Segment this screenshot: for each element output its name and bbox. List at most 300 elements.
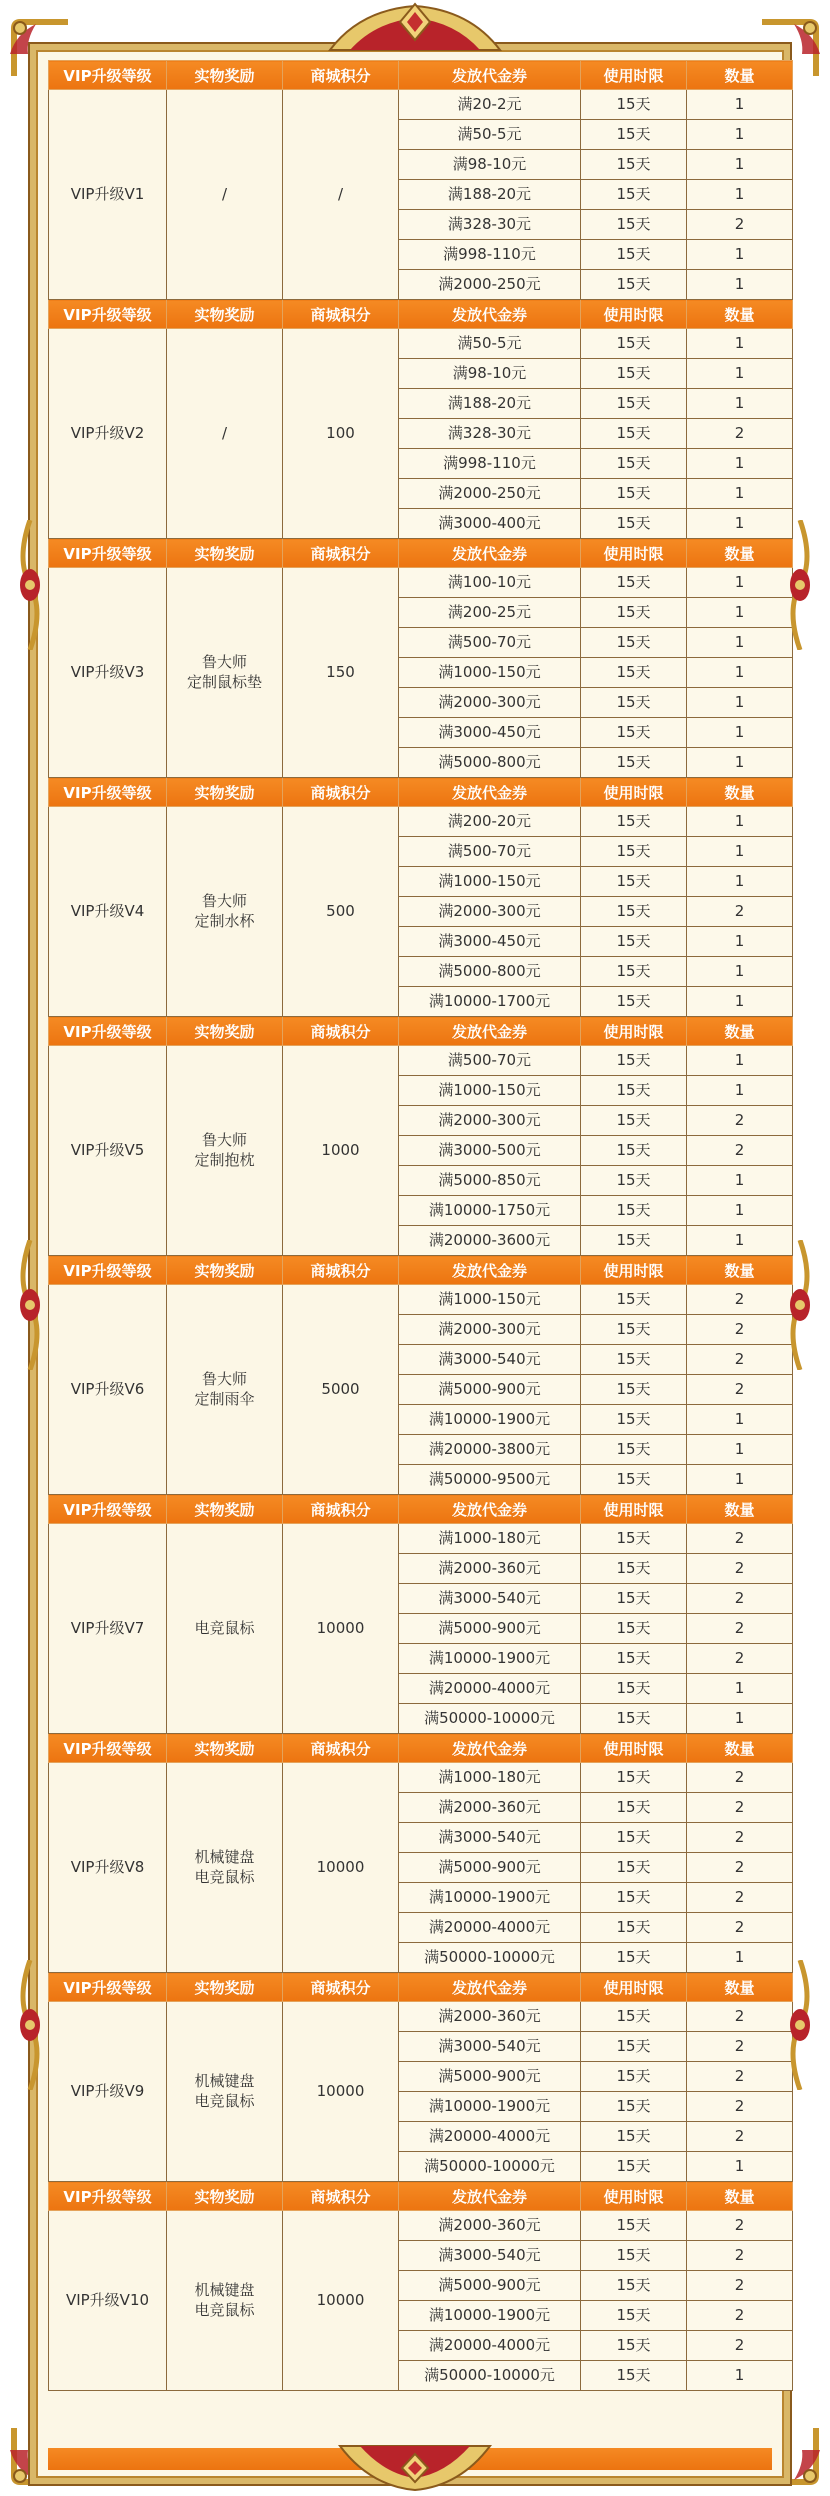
validity-cell: 15天 — [581, 1584, 687, 1614]
validity-cell: 15天 — [581, 180, 687, 210]
column-header: 数量 — [687, 1495, 793, 1524]
validity-cell: 15天 — [581, 1853, 687, 1883]
quantity-cell: 1 — [687, 1226, 793, 1256]
coupon-cell: 满2000-300元 — [399, 688, 581, 718]
coupon-cell: 满2000-360元 — [399, 2211, 581, 2241]
coupon-cell: 满328-30元 — [399, 419, 581, 449]
column-header: 实物奖励 — [167, 539, 283, 568]
table-row — [49, 329, 793, 359]
coupon-cell: 满50000-10000元 — [399, 1704, 581, 1734]
reward-cell: / — [167, 90, 283, 300]
quantity-cell: 2 — [687, 1554, 793, 1584]
mall-points-cell: / — [283, 90, 399, 300]
validity-cell: 15天 — [581, 240, 687, 270]
column-header: 实物奖励 — [167, 61, 283, 90]
coupon-cell: 满998-110元 — [399, 240, 581, 270]
quantity-cell: 1 — [687, 359, 793, 389]
mall-points-cell: 10000 — [283, 2002, 399, 2182]
column-header: 数量 — [687, 2182, 793, 2211]
vip-level-cell: VIP升级V4 — [49, 807, 167, 1017]
quantity-cell: 1 — [687, 957, 793, 987]
coupon-cell: 满50-5元 — [399, 120, 581, 150]
coupon-cell: 满50-5元 — [399, 329, 581, 359]
column-header: VIP升级等级 — [49, 1973, 167, 2002]
quantity-cell: 1 — [687, 120, 793, 150]
table-row — [49, 1046, 793, 1076]
mall-points-cell: 10000 — [283, 1524, 399, 1734]
header-row — [49, 539, 793, 568]
validity-cell: 15天 — [581, 2032, 687, 2062]
quantity-cell: 2 — [687, 1584, 793, 1614]
coupon-cell: 满50000-9500元 — [399, 1465, 581, 1495]
validity-cell: 15天 — [581, 1674, 687, 1704]
mall-points-cell: 1000 — [283, 1046, 399, 1256]
coupon-cell: 满3000-540元 — [399, 1345, 581, 1375]
column-header: 发放代金券 — [399, 539, 581, 568]
coupon-cell: 满500-70元 — [399, 837, 581, 867]
validity-cell: 15天 — [581, 568, 687, 598]
column-header: 数量 — [687, 1256, 793, 1285]
column-header: 使用时限 — [581, 1734, 687, 1763]
column-header: 商城积分 — [283, 1017, 399, 1046]
coupon-cell: 满188-20元 — [399, 180, 581, 210]
coupon-cell: 满500-70元 — [399, 628, 581, 658]
coupon-cell: 满500-70元 — [399, 1046, 581, 1076]
validity-cell: 15天 — [581, 688, 687, 718]
column-header: 使用时限 — [581, 2182, 687, 2211]
quantity-cell: 1 — [687, 150, 793, 180]
coupon-cell: 满2000-360元 — [399, 2002, 581, 2032]
column-header: 数量 — [687, 61, 793, 90]
vip-level-cell: VIP升级V2 — [49, 329, 167, 539]
quantity-cell: 1 — [687, 658, 793, 688]
coupon-cell: 满10000-1700元 — [399, 987, 581, 1017]
column-header: 实物奖励 — [167, 2182, 283, 2211]
quantity-cell: 2 — [687, 210, 793, 240]
column-header: VIP升级等级 — [49, 778, 167, 807]
quantity-cell: 2 — [687, 1763, 793, 1793]
table-row — [49, 90, 793, 120]
quantity-cell: 2 — [687, 1345, 793, 1375]
validity-cell: 15天 — [581, 837, 687, 867]
coupon-cell: 满20000-4000元 — [399, 2122, 581, 2152]
quantity-cell: 1 — [687, 748, 793, 778]
coupon-cell: 满2000-360元 — [399, 1554, 581, 1584]
column-header: VIP升级等级 — [49, 2182, 167, 2211]
column-header: 实物奖励 — [167, 1734, 283, 1763]
quantity-cell: 1 — [687, 1465, 793, 1495]
quantity-cell: 1 — [687, 987, 793, 1017]
quantity-cell: 2 — [687, 1106, 793, 1136]
validity-cell: 15天 — [581, 1076, 687, 1106]
quantity-cell: 2 — [687, 2301, 793, 2331]
column-header: 发放代金券 — [399, 61, 581, 90]
column-header: VIP升级等级 — [49, 61, 167, 90]
coupon-cell: 满3000-540元 — [399, 1823, 581, 1853]
quantity-cell: 2 — [687, 897, 793, 927]
quantity-cell: 1 — [687, 688, 793, 718]
column-header: 发放代金券 — [399, 1017, 581, 1046]
validity-cell: 15天 — [581, 359, 687, 389]
coupon-cell: 满10000-1900元 — [399, 2092, 581, 2122]
header-row — [49, 1973, 793, 2002]
validity-cell: 15天 — [581, 90, 687, 120]
coupon-cell: 满1000-180元 — [399, 1763, 581, 1793]
quantity-cell: 1 — [687, 180, 793, 210]
quantity-cell: 1 — [687, 329, 793, 359]
column-header: 使用时限 — [581, 1017, 687, 1046]
validity-cell: 15天 — [581, 419, 687, 449]
quantity-cell: 2 — [687, 2241, 793, 2271]
quantity-cell: 2 — [687, 1883, 793, 1913]
quantity-cell: 1 — [687, 867, 793, 897]
coupon-cell: 满50000-10000元 — [399, 1943, 581, 1973]
column-header: VIP升级等级 — [49, 1734, 167, 1763]
coupon-cell: 满2000-300元 — [399, 1106, 581, 1136]
validity-cell: 15天 — [581, 2271, 687, 2301]
coupon-cell: 满1000-150元 — [399, 867, 581, 897]
mall-points-cell: 10000 — [283, 2211, 399, 2391]
validity-cell: 15天 — [581, 2092, 687, 2122]
coupon-cell: 满100-10元 — [399, 568, 581, 598]
coupon-cell: 满10000-1900元 — [399, 1644, 581, 1674]
validity-cell: 15天 — [581, 1345, 687, 1375]
column-header: VIP升级等级 — [49, 1495, 167, 1524]
coupon-cell: 满1000-150元 — [399, 658, 581, 688]
quantity-cell: 2 — [687, 1285, 793, 1315]
table-row — [49, 2002, 793, 2032]
validity-cell: 15天 — [581, 927, 687, 957]
quantity-cell: 1 — [687, 1674, 793, 1704]
reward-cell: 机械键盘 电竞鼠标 — [167, 2211, 283, 2391]
vip-level-cell: VIP升级V7 — [49, 1524, 167, 1734]
quantity-cell: 1 — [687, 389, 793, 419]
coupon-cell: 满5000-900元 — [399, 2062, 581, 2092]
quantity-cell: 1 — [687, 449, 793, 479]
quantity-cell: 2 — [687, 1853, 793, 1883]
quantity-cell: 2 — [687, 2002, 793, 2032]
coupon-cell: 满2000-360元 — [399, 1793, 581, 1823]
quantity-cell: 1 — [687, 2152, 793, 2182]
column-header: VIP升级等级 — [49, 300, 167, 329]
coupon-cell: 满5000-900元 — [399, 1614, 581, 1644]
coupon-cell: 满3000-400元 — [399, 509, 581, 539]
column-header: 实物奖励 — [167, 1495, 283, 1524]
mall-points-cell: 10000 — [283, 1763, 399, 1973]
quantity-cell: 1 — [687, 90, 793, 120]
quantity-cell: 2 — [687, 1823, 793, 1853]
vip-level-cell: VIP升级V10 — [49, 2211, 167, 2391]
validity-cell: 15天 — [581, 1943, 687, 1973]
quantity-cell: 2 — [687, 1913, 793, 1943]
validity-cell: 15天 — [581, 1226, 687, 1256]
quantity-cell: 1 — [687, 628, 793, 658]
coupon-cell: 满20-2元 — [399, 90, 581, 120]
coupon-cell: 满3000-500元 — [399, 1136, 581, 1166]
validity-cell: 15天 — [581, 2301, 687, 2331]
quantity-cell: 2 — [687, 1614, 793, 1644]
validity-cell: 15天 — [581, 270, 687, 300]
coupon-cell: 满1000-150元 — [399, 1285, 581, 1315]
validity-cell: 15天 — [581, 1554, 687, 1584]
validity-cell: 15天 — [581, 1644, 687, 1674]
coupon-cell: 满50000-10000元 — [399, 2361, 581, 2391]
coupon-cell: 满3000-540元 — [399, 1584, 581, 1614]
validity-cell: 15天 — [581, 2361, 687, 2391]
coupon-cell: 满3000-450元 — [399, 718, 581, 748]
column-header: 数量 — [687, 300, 793, 329]
column-header: VIP升级等级 — [49, 1256, 167, 1285]
coupon-cell: 满3000-450元 — [399, 927, 581, 957]
quantity-cell: 2 — [687, 2211, 793, 2241]
quantity-cell: 1 — [687, 718, 793, 748]
reward-cell: / — [167, 329, 283, 539]
table-row — [49, 1285, 793, 1315]
validity-cell: 15天 — [581, 1046, 687, 1076]
coupon-cell: 满200-25元 — [399, 598, 581, 628]
quantity-cell: 2 — [687, 2062, 793, 2092]
quantity-cell: 1 — [687, 479, 793, 509]
quantity-cell: 2 — [687, 1315, 793, 1345]
column-header: 数量 — [687, 1734, 793, 1763]
vip-level-cell: VIP升级V5 — [49, 1046, 167, 1256]
vip-upgrade-table — [48, 60, 793, 2391]
table-row — [49, 807, 793, 837]
column-header: 实物奖励 — [167, 1256, 283, 1285]
validity-cell: 15天 — [581, 479, 687, 509]
crest-ornament-icon — [330, 2440, 500, 2496]
coupon-cell: 满10000-1900元 — [399, 1405, 581, 1435]
coupon-cell: 满2000-250元 — [399, 270, 581, 300]
validity-cell: 15天 — [581, 1136, 687, 1166]
column-header: 实物奖励 — [167, 300, 283, 329]
column-header: 发放代金券 — [399, 1256, 581, 1285]
quantity-cell: 1 — [687, 240, 793, 270]
validity-cell: 15天 — [581, 2122, 687, 2152]
table-row — [49, 2211, 793, 2241]
column-header: 数量 — [687, 1973, 793, 2002]
quantity-cell: 1 — [687, 1435, 793, 1465]
header-row — [49, 1495, 793, 1524]
coupon-cell: 满10000-1900元 — [399, 2301, 581, 2331]
header-row — [49, 778, 793, 807]
coupon-cell: 满5000-850元 — [399, 1166, 581, 1196]
validity-cell: 15天 — [581, 329, 687, 359]
column-header: 发放代金券 — [399, 1734, 581, 1763]
validity-cell: 15天 — [581, 1315, 687, 1345]
side-ornament-icon — [14, 1960, 46, 2090]
coupon-cell: 满98-10元 — [399, 359, 581, 389]
vip-level-cell: VIP升级V1 — [49, 90, 167, 300]
side-ornament-icon — [14, 1240, 46, 1370]
coupon-cell: 满3000-540元 — [399, 2032, 581, 2062]
column-header: 发放代金券 — [399, 2182, 581, 2211]
coupon-cell: 满2000-300元 — [399, 1315, 581, 1345]
quantity-cell: 2 — [687, 1136, 793, 1166]
reward-cell: 机械键盘 电竞鼠标 — [167, 1763, 283, 1973]
table-row — [49, 1524, 793, 1554]
validity-cell: 15天 — [581, 1196, 687, 1226]
column-header: 商城积分 — [283, 539, 399, 568]
coupon-cell: 满20000-3800元 — [399, 1435, 581, 1465]
header-row — [49, 300, 793, 329]
column-header: 数量 — [687, 539, 793, 568]
column-header: 使用时限 — [581, 1256, 687, 1285]
coupon-cell: 满5000-900元 — [399, 1375, 581, 1405]
side-ornament-icon — [784, 1960, 816, 2090]
table-frame — [30, 44, 790, 2484]
quantity-cell: 1 — [687, 1196, 793, 1226]
quantity-cell: 2 — [687, 419, 793, 449]
validity-cell: 15天 — [581, 1913, 687, 1943]
validity-cell: 15天 — [581, 1375, 687, 1405]
quantity-cell: 2 — [687, 2271, 793, 2301]
validity-cell: 15天 — [581, 2211, 687, 2241]
validity-cell: 15天 — [581, 1614, 687, 1644]
validity-cell: 15天 — [581, 120, 687, 150]
quantity-cell: 2 — [687, 2331, 793, 2361]
coupon-cell: 满10000-1750元 — [399, 1196, 581, 1226]
coupon-cell: 满2000-300元 — [399, 897, 581, 927]
column-header: 发放代金券 — [399, 1495, 581, 1524]
column-header: 使用时限 — [581, 61, 687, 90]
validity-cell: 15天 — [581, 658, 687, 688]
column-header: 实物奖励 — [167, 1017, 283, 1046]
validity-cell: 15天 — [581, 2062, 687, 2092]
vip-level-cell: VIP升级V8 — [49, 1763, 167, 1973]
vip-level-cell: VIP升级V6 — [49, 1285, 167, 1495]
column-header: 使用时限 — [581, 1495, 687, 1524]
coupon-cell: 满1000-150元 — [399, 1076, 581, 1106]
quantity-cell: 1 — [687, 1046, 793, 1076]
table-row — [49, 1763, 793, 1793]
validity-cell: 15天 — [581, 628, 687, 658]
coupon-cell: 满50000-10000元 — [399, 2152, 581, 2182]
quantity-cell: 1 — [687, 509, 793, 539]
validity-cell: 15天 — [581, 389, 687, 419]
validity-cell: 15天 — [581, 210, 687, 240]
validity-cell: 15天 — [581, 2331, 687, 2361]
quantity-cell: 1 — [687, 927, 793, 957]
reward-cell: 机械键盘 电竞鼠标 — [167, 2002, 283, 2182]
validity-cell: 15天 — [581, 897, 687, 927]
coupon-cell: 满98-10元 — [399, 150, 581, 180]
quantity-cell: 1 — [687, 837, 793, 867]
table-row — [49, 568, 793, 598]
quantity-cell: 1 — [687, 568, 793, 598]
quantity-cell: 1 — [687, 598, 793, 628]
coupon-cell: 满328-30元 — [399, 210, 581, 240]
column-header: 使用时限 — [581, 539, 687, 568]
column-header: 发放代金券 — [399, 1973, 581, 2002]
column-header: 商城积分 — [283, 1734, 399, 1763]
quantity-cell: 2 — [687, 1793, 793, 1823]
mall-points-cell: 500 — [283, 807, 399, 1017]
coupon-cell: 满5000-800元 — [399, 957, 581, 987]
validity-cell: 15天 — [581, 1166, 687, 1196]
column-header: 实物奖励 — [167, 778, 283, 807]
quantity-cell: 2 — [687, 2122, 793, 2152]
column-header: 商城积分 — [283, 61, 399, 90]
validity-cell: 15天 — [581, 2152, 687, 2182]
coupon-cell: 满200-20元 — [399, 807, 581, 837]
reward-cell: 鲁大师 定制雨伞 — [167, 1285, 283, 1495]
reward-cell: 鲁大师 定制水杯 — [167, 807, 283, 1017]
quantity-cell: 2 — [687, 2032, 793, 2062]
column-header: VIP升级等级 — [49, 1017, 167, 1046]
header-row — [49, 1017, 793, 1046]
quantity-cell: 2 — [687, 2092, 793, 2122]
validity-cell: 15天 — [581, 1435, 687, 1465]
validity-cell: 15天 — [581, 2002, 687, 2032]
column-header: 商城积分 — [283, 1256, 399, 1285]
header-row — [49, 1734, 793, 1763]
coupon-cell: 满20000-4000元 — [399, 1913, 581, 1943]
validity-cell: 15天 — [581, 509, 687, 539]
validity-cell: 15天 — [581, 1823, 687, 1853]
column-header: 数量 — [687, 778, 793, 807]
coupon-cell: 满2000-250元 — [399, 479, 581, 509]
coupon-cell: 满998-110元 — [399, 449, 581, 479]
column-header: 使用时限 — [581, 300, 687, 329]
validity-cell: 15天 — [581, 1106, 687, 1136]
validity-cell: 15天 — [581, 1883, 687, 1913]
column-header: 发放代金券 — [399, 778, 581, 807]
reward-cell: 鲁大师 定制抱枕 — [167, 1046, 283, 1256]
reward-cell: 鲁大师 定制鼠标垫 — [167, 568, 283, 778]
column-header: 商城积分 — [283, 2182, 399, 2211]
validity-cell: 15天 — [581, 867, 687, 897]
validity-cell: 15天 — [581, 449, 687, 479]
column-header: 使用时限 — [581, 778, 687, 807]
column-header: 实物奖励 — [167, 1973, 283, 2002]
coupon-cell: 满1000-180元 — [399, 1524, 581, 1554]
validity-cell: 15天 — [581, 987, 687, 1017]
quantity-cell: 1 — [687, 1166, 793, 1196]
quantity-cell: 1 — [687, 270, 793, 300]
mall-points-cell: 100 — [283, 329, 399, 539]
coupon-cell: 满3000-540元 — [399, 2241, 581, 2271]
column-header: 商城积分 — [283, 300, 399, 329]
validity-cell: 15天 — [581, 1763, 687, 1793]
validity-cell: 15天 — [581, 150, 687, 180]
side-ornament-icon — [14, 520, 46, 650]
quantity-cell: 1 — [687, 1076, 793, 1106]
column-header: 发放代金券 — [399, 300, 581, 329]
column-header: 使用时限 — [581, 1973, 687, 2002]
header-row — [49, 61, 793, 90]
validity-cell: 15天 — [581, 1704, 687, 1734]
column-header: VIP升级等级 — [49, 539, 167, 568]
validity-cell: 15天 — [581, 748, 687, 778]
quantity-cell: 1 — [687, 1704, 793, 1734]
validity-cell: 15天 — [581, 807, 687, 837]
coupon-cell: 满5000-800元 — [399, 748, 581, 778]
coupon-cell: 满20000-3600元 — [399, 1226, 581, 1256]
mall-points-cell: 150 — [283, 568, 399, 778]
validity-cell: 15天 — [581, 718, 687, 748]
coupon-cell: 满5000-900元 — [399, 1853, 581, 1883]
quantity-cell: 2 — [687, 1644, 793, 1674]
quantity-cell: 2 — [687, 1524, 793, 1554]
quantity-cell: 2 — [687, 1375, 793, 1405]
validity-cell: 15天 — [581, 2241, 687, 2271]
reward-cell: 电竞鼠标 — [167, 1524, 283, 1734]
coupon-cell: 满10000-1900元 — [399, 1883, 581, 1913]
quantity-cell: 1 — [687, 807, 793, 837]
validity-cell: 15天 — [581, 1465, 687, 1495]
quantity-cell: 1 — [687, 1405, 793, 1435]
